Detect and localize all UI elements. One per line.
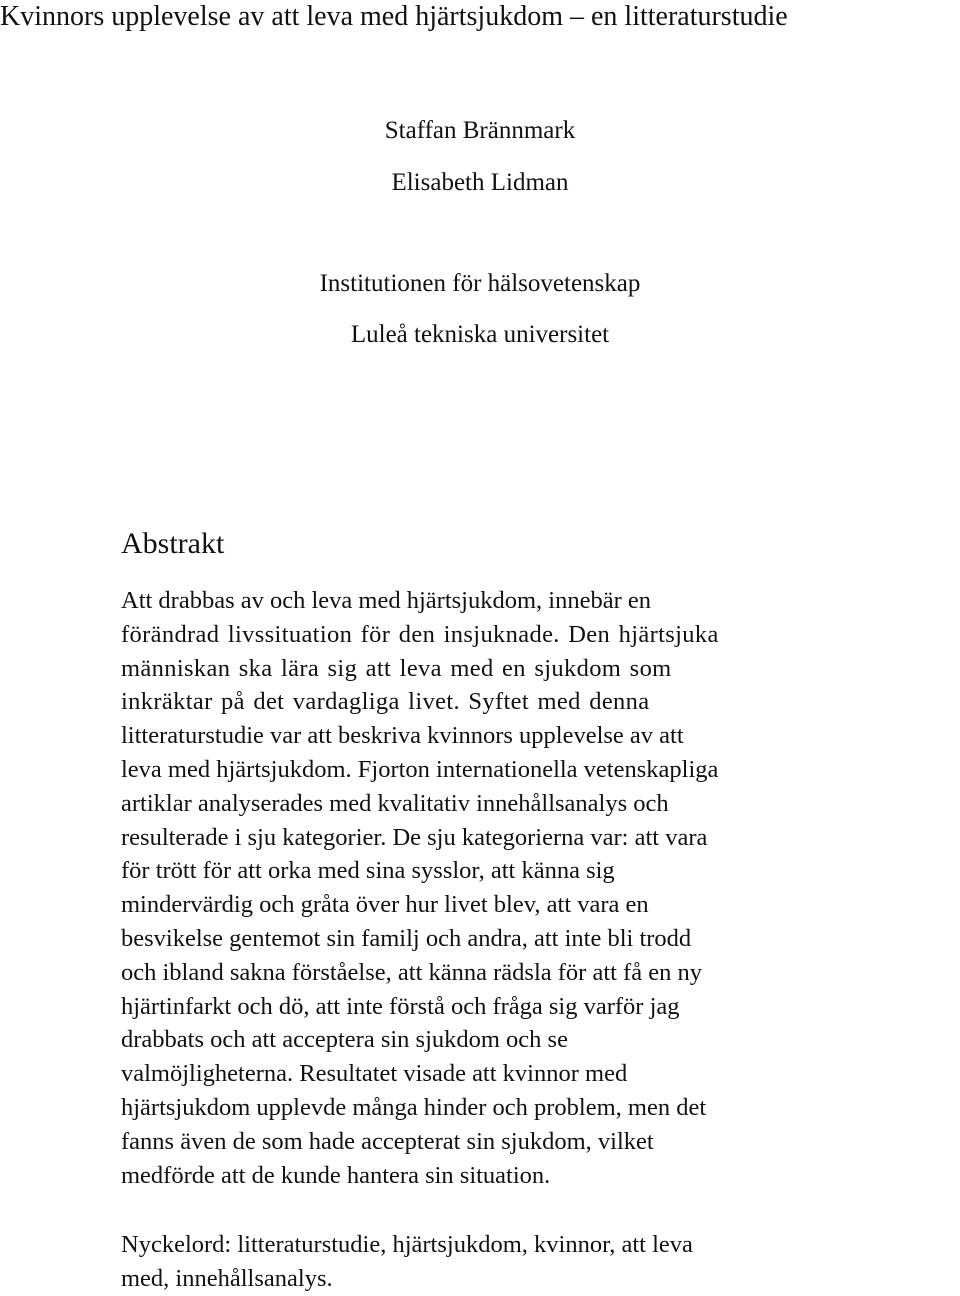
abstract-line: hjärtsjukdom upplevde många hinder och problem, men det xyxy=(121,1093,707,1121)
author-2: Elisabeth Lidman xyxy=(391,169,569,196)
affiliation-university: Luleå tekniska universitet xyxy=(350,321,610,348)
keywords xyxy=(121,1228,841,1296)
author-1: Staffan Brännmark xyxy=(384,117,576,144)
abstract-line: litteraturstudie var att beskriva kvinnors upplevelse av att xyxy=(121,722,684,750)
abstract-line: mindervärdig och gråta över hur livet blev, att vara en xyxy=(121,891,649,919)
keywords-line: med, innehållsanalys. xyxy=(121,1264,333,1292)
abstract-line: människan ska lära sig att leva med en sjukdom som xyxy=(121,654,672,682)
abstract-body xyxy=(121,584,841,1192)
affiliation-department: Institutionen för hälsovetenskap xyxy=(319,270,641,297)
abstract-line: fanns även de som hade accepterat sin sjukdom, vilket xyxy=(121,1127,654,1155)
abstract-line: för trött för att orka med sina sysslor, att känna sig xyxy=(121,857,615,885)
abstract-line: valmöjligheterna. Resultatet visade att kvinnor med xyxy=(121,1060,628,1088)
abstract-heading: Abstrakt xyxy=(121,527,225,560)
abstract-line: Att drabbas av och leva med hjärtsjukdom, innebär en xyxy=(121,587,651,614)
abstract-line: leva med hjärtsjukdom. Fjorton internationella vetenskapliga xyxy=(121,755,719,783)
abstract-line: medförde att de kunde hantera sin situation. xyxy=(121,1161,551,1189)
paper-title: Kvinnors upplevelse av att leva med hjärtsjukdom – en litteraturstudie xyxy=(0,1,788,32)
abstract-line: förändrad livssituation för den insjuknade. Den hjärtsjuka xyxy=(121,620,719,648)
abstract-line: inkräktar på det vardagliga livet. Syftet med denna xyxy=(121,688,650,716)
keywords-line: Nyckelord: litteraturstudie, hjärtsjukdom, kvinnor, att leva xyxy=(121,1231,693,1258)
abstract-line: drabbats och att acceptera sin sjukdom och se xyxy=(121,1026,568,1054)
abstract-line: besvikelse gentemot sin familj och andra, att inte bli trodd xyxy=(121,924,692,952)
abstract-line: hjärtinfarkt och dö, att inte förstå och fråga sig varför jag xyxy=(121,992,680,1020)
abstract-line: resulterade i sju kategorier. De sju kategorierna var: att vara xyxy=(121,823,708,851)
abstract-line: artiklar analyserades med kvalitativ innehållsanalys och xyxy=(121,789,669,817)
abstract-line: och ibland sakna förståelse, att känna rädsla för att få en ny xyxy=(121,958,702,986)
